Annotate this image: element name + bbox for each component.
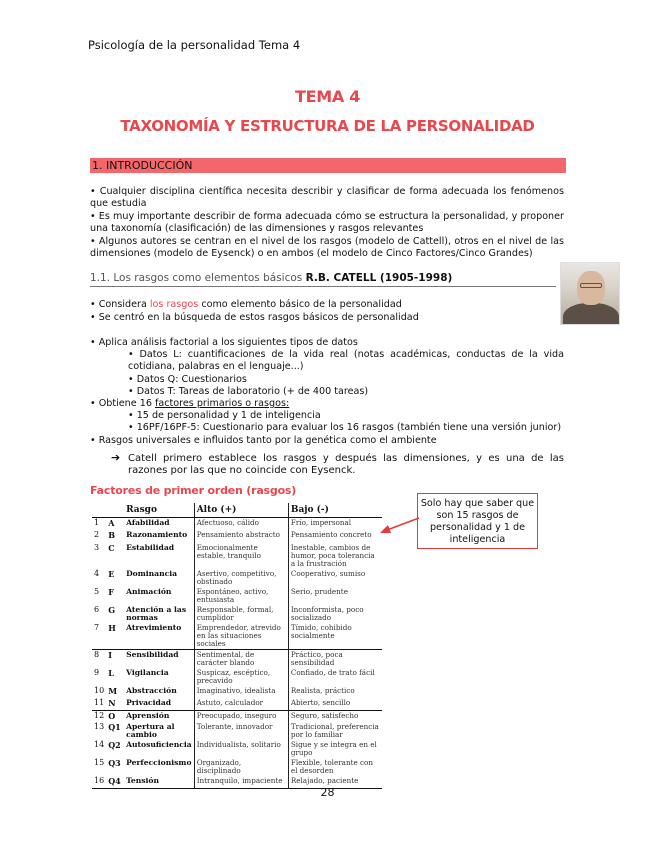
- callout-box: Solo hay que saber que son 15 rasgos de personalidad y 1 de inteligencia: [417, 493, 538, 549]
- row-alto: Espontáneo, activo, entusiasta: [194, 587, 288, 605]
- row-bajo: Pensamiento concreto: [288, 530, 382, 543]
- row-bajo: Seguro, satisfecho: [288, 710, 382, 722]
- row-letter: Q3: [108, 758, 121, 768]
- row-alto: Tolerante, innovador: [194, 722, 288, 740]
- arrow-right-icon: ➔: [111, 451, 121, 464]
- row-number: 8: [92, 650, 106, 669]
- table-row: [92, 605, 382, 623]
- row-bajo: Inestable, cambios de humor, poca tolerancia a la frustración: [288, 543, 382, 569]
- section-heading-bar: [90, 158, 566, 173]
- table-row: [92, 686, 382, 698]
- subsection-heading: [90, 272, 556, 287]
- row-number: 3: [94, 543, 100, 552]
- row-rasgo: Vigilancia: [126, 668, 169, 677]
- row-alto: Emocionalmente estable, tranquilo: [194, 543, 288, 569]
- row-number: 4: [94, 569, 100, 578]
- row-number: 1: [92, 517, 106, 530]
- row-bajo: Cooperativo, sumiso: [288, 569, 382, 587]
- row-alto: Responsable, formal, cumplidor: [194, 605, 288, 623]
- row-rasgo: Tensión: [126, 776, 159, 785]
- row-rasgo: Aprensión: [124, 710, 194, 722]
- row-letter: M: [108, 686, 118, 696]
- row-bajo: Sigue y se integra en el grupo: [288, 740, 382, 758]
- row-number: 7: [94, 623, 100, 632]
- cattell-portrait: [560, 262, 620, 325]
- row-rasgo: Afabilidad: [124, 517, 194, 530]
- intro-paragraph-3: • Algunos autores se centran en el nivel de los rasgos (modelo de Cattell), otros en el nivel de las dimensiones (modelo de Eysenck) o en ambos (el modelo de Cinco Factores/Cinco Grandes): [90, 236, 564, 260]
- table-row: [92, 740, 382, 758]
- row-rasgo: Razonamiento: [126, 530, 188, 539]
- row-letter: G: [108, 605, 116, 615]
- row-alto: Astuto, calculador: [194, 698, 288, 710]
- row-alto: Afectuoso, cálido: [194, 517, 288, 530]
- row-number: 15: [94, 758, 105, 767]
- page-header: Psicología de la personalidad Tema 4: [88, 38, 301, 52]
- row-alto: Intranquilo, impaciente: [194, 776, 288, 788]
- bullet-16pf: • 16PF/16PF-5: Cuestionario para evaluar los 16 rasgos (también tiene una versión junior): [128, 422, 562, 433]
- row-alto: Emprendedor, atrevido en las situaciones sociales: [194, 623, 288, 650]
- row-number: 2: [94, 530, 100, 539]
- row-number: 6: [94, 605, 100, 614]
- row-rasgo: Estabilidad: [126, 543, 175, 552]
- row-alto: Pensamiento abstracto: [194, 530, 288, 543]
- bullet-obtiene: [90, 398, 560, 410]
- row-bajo: Relajado, paciente: [288, 776, 382, 788]
- row-letter: I: [106, 650, 124, 669]
- arrow-note-text: Catell primero establece los rasgos y después las dimensiones, y es una de las razones por las que no coincide con Eysenck.: [128, 453, 564, 477]
- bullet-datos-q: • Datos Q: Cuestionarios: [128, 374, 247, 385]
- bullet-aplica: • Aplica análisis factorial a los siguientes tipos de datos: [90, 337, 358, 348]
- row-number: 9: [94, 668, 100, 677]
- row-rasgo: Abstracción: [126, 686, 177, 695]
- table-row: [92, 569, 382, 587]
- bullet-universales: • Rasgos universales e influidos tanto por la genética como el ambiente: [90, 435, 437, 446]
- intro-paragraph-2: • Es muy importante describir de forma adecuada cómo se estructura la personalidad, y proponer una taxonomía (clasificación) de las dimensiones y rasgos relevantes: [90, 211, 564, 235]
- row-alto: Imaginativo, idealista: [194, 686, 288, 698]
- row-number: 12: [92, 710, 106, 722]
- row-letter: Q4: [108, 776, 121, 786]
- row-number: 5: [94, 587, 100, 596]
- row-rasgo: Sensibilidad: [124, 650, 194, 669]
- factor-table: [92, 503, 382, 789]
- row-rasgo: Atrevimiento: [126, 623, 182, 632]
- row-letter: N: [108, 698, 116, 708]
- row-number: 13: [94, 722, 105, 731]
- row-number: 16: [94, 776, 105, 785]
- table-row: [92, 668, 382, 686]
- tema-title: TEMA 4: [294, 87, 361, 106]
- table-row: [92, 543, 382, 569]
- callout-arrow-icon: [378, 515, 420, 535]
- table-row: [92, 587, 382, 605]
- table-row: [92, 698, 382, 710]
- bullet-se-centro: • Se centró en la búsqueda de estos rasgos básicos de personalidad: [90, 312, 419, 323]
- section-heading: 1. INTRODUCCIÓN: [92, 159, 193, 172]
- subsection-prefix: 1.1. Los rasgos como elementos básicos: [90, 272, 306, 284]
- row-bajo: Inconformista, poco socializado: [288, 605, 382, 623]
- row-letter: B: [108, 530, 115, 540]
- row-letter: E: [108, 569, 115, 579]
- row-letter: Q2: [108, 740, 121, 750]
- row-rasgo: Apertura al cambio: [126, 722, 175, 739]
- row-rasgo: Autosuficiencia: [126, 740, 192, 749]
- row-bajo: Frío, impersonal: [288, 517, 382, 530]
- col-header-alto: Alto (+): [194, 503, 288, 517]
- bullet-datos-l: • Datos L: cuantificaciones de la vida real (notas académicas, conductas de la vida cotidiana, palabras en el lenguaje...): [128, 349, 564, 373]
- intro-paragraph-1: • Cualquier disciplina científica necesita describir y clasificar de forma adecuada los fenómenos que estudia: [90, 186, 564, 210]
- highlight-los-rasgos: los rasgos: [149, 299, 199, 310]
- row-rasgo: Animación: [126, 587, 172, 596]
- row-number: 14: [94, 740, 105, 749]
- tema-subtitle: TAXONOMÍA Y ESTRUCTURA DE LA PERSONALIDAD: [120, 117, 535, 135]
- row-rasgo: Perfeccionismo: [126, 758, 192, 767]
- row-bajo: Práctico, poca sensibilidad: [288, 650, 382, 669]
- bullet-considera-pre: • Considera: [90, 299, 150, 310]
- table-row: [92, 710, 382, 722]
- arrow-note: [111, 451, 564, 477]
- bullet-obtiene-pre: • Obtiene 16: [90, 398, 155, 409]
- row-rasgo: Privacidad: [126, 698, 172, 707]
- row-letter: A: [106, 517, 124, 530]
- row-bajo: Tímido, cohibido socialmente: [288, 623, 382, 650]
- col-header-bajo: Bajo (-): [288, 503, 382, 517]
- col-header-rasgo: Rasgo: [126, 504, 157, 515]
- subsection-author: R.B. CATELL (1905-1998): [305, 272, 453, 284]
- table-row: [92, 517, 382, 530]
- row-alto: Individualista, solitario: [194, 740, 288, 758]
- row-number: 10: [94, 686, 105, 695]
- row-bajo: Confiado, de trato fácil: [288, 668, 382, 686]
- table-row: [92, 722, 382, 740]
- table-row: [92, 623, 382, 650]
- bullet-considera: [90, 299, 550, 311]
- factor-table-title: Factores de primer orden (rasgos): [90, 484, 297, 497]
- row-letter: L: [108, 668, 114, 678]
- page-number: 28: [320, 786, 335, 799]
- row-rasgo: Dominancia: [126, 569, 178, 578]
- bullet-datos-t: • Datos T: Tareas de laboratorio (+ de 400 tareas): [128, 386, 369, 397]
- row-alto: Asertivo, competitivo, obstinado: [194, 569, 288, 587]
- row-letter: Q1: [108, 722, 121, 732]
- factor-table-wrap: [92, 503, 382, 789]
- row-rasgo: Atención a las normas: [126, 605, 187, 622]
- row-bajo: Flexible, tolerante con el desorden: [288, 758, 382, 776]
- table-row: [92, 758, 382, 776]
- row-bajo: Abierto, sencillo: [288, 698, 382, 710]
- row-letter: F: [108, 587, 114, 597]
- table-row: [92, 530, 382, 543]
- row-alto: Sentimental, de carácter blando: [194, 650, 288, 669]
- row-letter: O: [106, 710, 124, 722]
- row-bajo: Realista, práctico: [288, 686, 382, 698]
- row-letter: H: [108, 623, 116, 633]
- bullet-15-personalidad: • 15 de personalidad y 1 de inteligencia: [128, 410, 321, 421]
- row-alto: Preocupado, inseguro: [194, 710, 288, 722]
- row-bajo: Tradicional, preferencia por lo familiar: [288, 722, 382, 740]
- bullet-considera-post: como elemento básico de la personalidad: [198, 299, 402, 310]
- underlined-factores: factores primarios o rasgos:: [154, 398, 290, 409]
- row-alto: Organizado, disciplinado: [194, 758, 288, 776]
- row-alto: Suspicaz, escéptico, precavido: [194, 668, 288, 686]
- row-bajo: Serio, prudente: [288, 587, 382, 605]
- row-number: 11: [94, 698, 105, 707]
- table-row: [92, 650, 382, 669]
- row-letter: C: [108, 543, 115, 553]
